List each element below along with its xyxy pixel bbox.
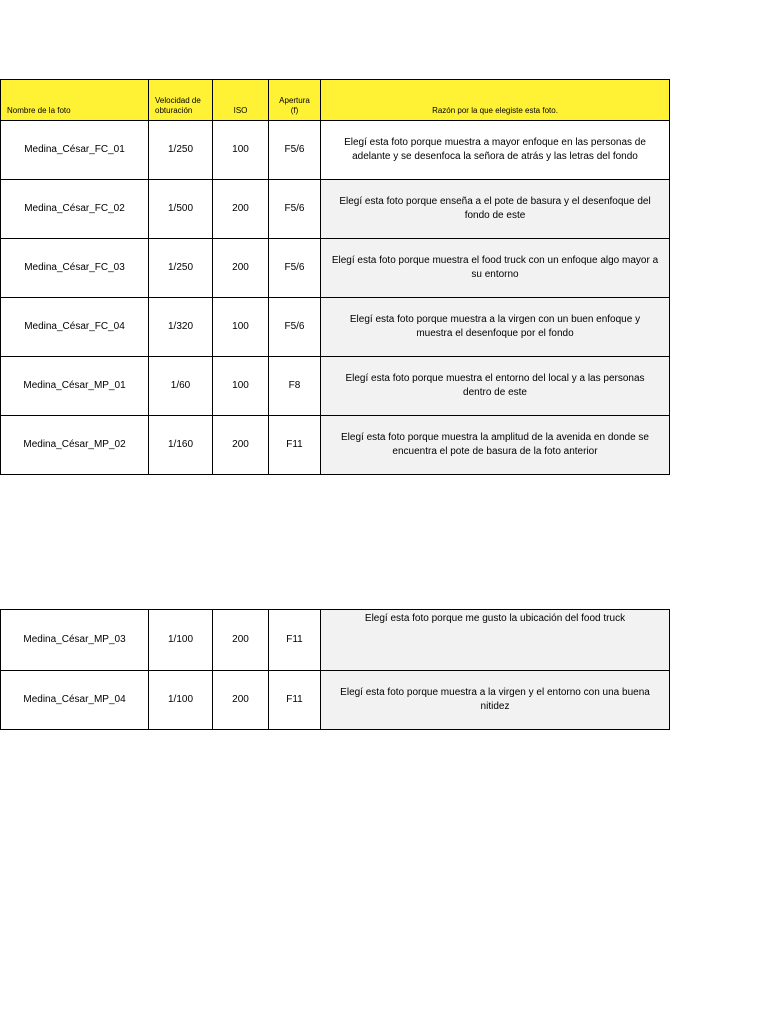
cell-reason[interactable]: Elegí esta foto porque muestra la amplitud de la avenida en donde se encuentra el pote de basura de la foto anterior — [321, 416, 670, 475]
cell-aperture[interactable]: F5/6 — [269, 121, 321, 180]
header-reason[interactable]: Razón por la que elegiste esta foto. — [321, 80, 670, 121]
cell-iso[interactable]: 200 — [213, 610, 269, 671]
cell-reason[interactable]: Elegí esta foto porque muestra el food truck con un enfoque algo mayor a su entorno — [321, 239, 670, 298]
cell-photo-name[interactable]: Medina_César_MP_01 — [1, 357, 149, 416]
cell-iso[interactable]: 100 — [213, 121, 269, 180]
header-shutter-speed[interactable]: Velocidad de obturación — [149, 80, 213, 121]
cell-shutter-speed[interactable]: 1/100 — [149, 610, 213, 671]
cell-reason[interactable]: Elegí esta foto porque me gusto la ubicación del food truck — [321, 610, 670, 671]
cell-aperture[interactable]: F5/6 — [269, 298, 321, 357]
cell-aperture[interactable]: F5/6 — [269, 180, 321, 239]
cell-shutter-speed[interactable]: 1/250 — [149, 239, 213, 298]
cell-shutter-speed[interactable]: 1/320 — [149, 298, 213, 357]
cell-shutter-speed[interactable]: 1/60 — [149, 357, 213, 416]
table-row — [1, 357, 670, 416]
header-photo-name[interactable]: Nombre de la foto — [1, 80, 149, 121]
cell-iso[interactable]: 200 — [213, 180, 269, 239]
cell-photo-name[interactable]: Medina_César_FC_02 — [1, 180, 149, 239]
cell-photo-name[interactable]: Medina_César_MP_03 — [1, 610, 149, 671]
cell-iso[interactable]: 200 — [213, 239, 269, 298]
cell-iso[interactable]: 200 — [213, 416, 269, 475]
table-row — [1, 180, 670, 239]
cell-shutter-speed[interactable]: 1/100 — [149, 671, 213, 730]
cell-shutter-speed[interactable]: 1/500 — [149, 180, 213, 239]
cell-photo-name[interactable]: Medina_César_MP_04 — [1, 671, 149, 730]
cell-reason[interactable]: Elegí esta foto porque muestra a la virgen con un buen enfoque y muestra el desenfoque por el fondo — [321, 298, 670, 357]
cell-reason[interactable]: Elegí esta foto porque muestra a mayor enfoque en las personas de adelante y se desenfoca la señora de atrás y las letras del fondo — [321, 121, 670, 180]
photo-table — [0, 79, 670, 475]
cell-aperture[interactable]: F11 — [269, 610, 321, 671]
table-row — [1, 121, 670, 180]
cell-iso[interactable]: 200 — [213, 671, 269, 730]
table-header-row — [1, 80, 670, 121]
cell-aperture[interactable]: F8 — [269, 357, 321, 416]
photo-table-continued — [0, 609, 670, 730]
header-iso[interactable]: ISO — [213, 80, 269, 121]
header-aperture[interactable]: Apertura (f) — [269, 80, 321, 121]
cell-photo-name[interactable]: Medina_César_FC_01 — [1, 121, 149, 180]
table-row — [1, 610, 670, 671]
cell-shutter-speed[interactable]: 1/160 — [149, 416, 213, 475]
cell-reason[interactable]: Elegí esta foto porque muestra el entorno del local y a las personas dentro de este — [321, 357, 670, 416]
cell-iso[interactable]: 100 — [213, 357, 269, 416]
table-row — [1, 671, 670, 730]
cell-aperture[interactable]: F11 — [269, 671, 321, 730]
cell-reason[interactable]: Elegí esta foto porque muestra a la virgen y el entorno con una buena nitidez — [321, 671, 670, 730]
table-row — [1, 298, 670, 357]
cell-aperture[interactable]: F5/6 — [269, 239, 321, 298]
cell-shutter-speed[interactable]: 1/250 — [149, 121, 213, 180]
cell-photo-name[interactable]: Medina_César_FC_04 — [1, 298, 149, 357]
cell-reason[interactable]: Elegí esta foto porque enseña a el pote de basura y el desenfoque del fondo de este — [321, 180, 670, 239]
cell-photo-name[interactable]: Medina_César_MP_02 — [1, 416, 149, 475]
cell-photo-name[interactable]: Medina_César_FC_03 — [1, 239, 149, 298]
table-row — [1, 239, 670, 298]
table-row — [1, 416, 670, 475]
cell-aperture[interactable]: F11 — [269, 416, 321, 475]
cell-iso[interactable]: 100 — [213, 298, 269, 357]
